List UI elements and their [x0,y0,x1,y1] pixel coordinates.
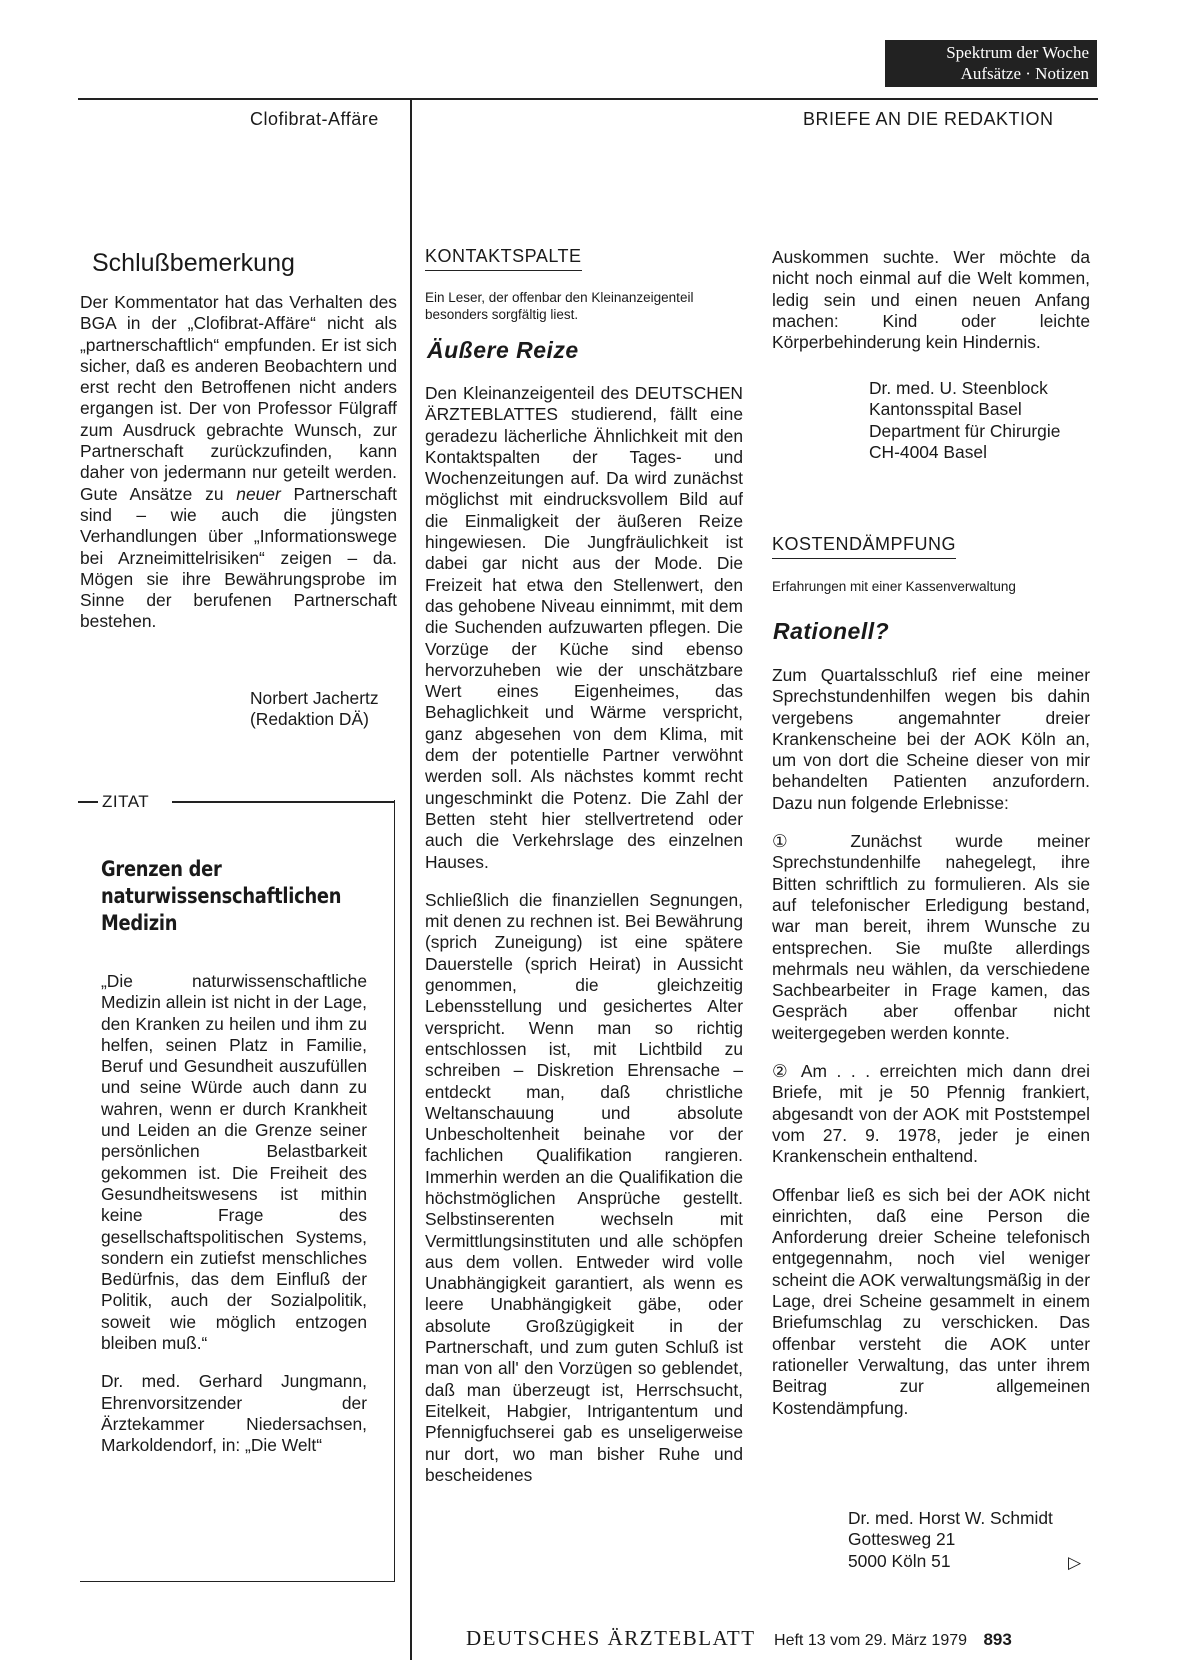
left-header-title: Clofibrat-Affäre [250,109,379,129]
kosten-section-label: KOSTENDÄMPFUNG [772,533,956,559]
header-rule [78,98,1098,100]
publication-name: DEUTSCHES ÄRZTEBLATT [466,1626,756,1650]
kontakt-body [425,383,743,1486]
issue-info: Heft 13 vom 29. März 1979 [774,1632,968,1649]
signature-line: Dr. med. U. Steenblock [869,378,1048,398]
signature-line: Department für Chirurgie [869,420,1061,441]
kosten-title: Rationell? [773,618,890,644]
badge-line-2: Aufsätze · Notizen [960,64,1089,83]
zitat-title-line-3: Medizin [101,911,178,935]
kosten-paragraph-2: ① Zunächst wurde meiner Sprechstundenhilfe nahegelegt, ihre Bitten schriftlich zu formulieren. Als sie auf telefonischer Erledigung bestand, war man bereit, ihrem Wunsche zu entsprechen. Sie mußte allerdings mehrmals neu wählen, da verschiedene Sachbearbeiter in Frage kamen, das Gespräch aber offenbar nicht weitergegeben werden konnte. [772,831,1090,1043]
page-footer [466,1626,1012,1651]
badge-line-1: Spektrum der Woche [946,43,1089,62]
kosten-paragraph-3: ② Am . . . erreichten mich dann drei Briefe, mit je 50 Pfennig frankiert, abgesandt von der AOK mit Poststempel vom 27. 9. 1978, jeder je einen Krankenschein enthaltend. [772,1061,1090,1167]
kontakt-paragraph-2: Schließlich die finanziellen Segnungen, mit denen zu rechnen ist. Bei Bewährung (sprich Zuneigung) ist eine spätere Dauerstelle (sprich Heirat) in Aussicht genommen, die gleichzeitig Lebensstellung und gesichertes Alter verspricht. Wenn man so richtig entschlossen ist, mit Lichtbild zu schreiben – Diskretion Ehrensache – entdeckt man, daß christliche Weltanschauung und absolute Unbescholtenheit beinahe vor der fachlichen Qualifikation rangieren. Immerhin werden an die Qualifikation die höchstmöglichen Ansprüche gestellt. Selbstinserenten wechseln mit Vermittlungsinstituten und alle schöpfen aus dem vollen. Entweder wird volle Unabhängigkeit garantiert, als wenn es leere Unabhängigkeit gäbe, oder absolute Großzügigkeit in der Partnerschaft, und zum guten Schluß ist man von all' den Vorzügen so geblendet, daß man überzeugt ist, Herrschsucht, Eitelkeit, Habgier, Intrigantentum und Pfennigfuchserei gab es unseligerweise nur dort, wo man bisher Ruhe und bescheidenes [425,889,743,1485]
kontakt-title: Äußere Reize [427,337,579,363]
kosten-paragraph-1: Zum Quartalsschluß rief eine meiner Sprechstundenhilfen wegen bis dahin vergebens angemahnter dreier Krankenscheine bei der AOK Köln an, um von dort die Scheine dieser von mir behandelten Patienten anzufordern. Dazu nun folgende Erlebnisse: [772,665,1090,813]
kosten-signature [848,1508,1053,1572]
right-header-title: BRIEFE AN DIE REDAKTION [803,109,1054,129]
author-name: Norbert Jachertz [250,688,379,708]
article-emphasis: neuer [236,483,281,504]
zitat-title-line-1: Grenzen der [101,857,222,881]
article-text: Der Kommentator hat das Verhalten des BGA in der „Clofibrat-Affäre“ nicht als „partnerschaftlich“ empfunden. Er ist sich sicher, daß es anderen Beobachtern und erst recht den Betroffenen nicht anders ergangen ist. Der von Professor Fülgraff zum Ausdruck gebrachte Wunsch, zur Partnerschaft zurückzufinden, kann daher von jedermann nur geteilt werden. Gute Ansätze zu [80,292,397,504]
author-note: (Redaktion DÄ) [250,709,369,730]
kosten-intro: Erfahrungen mit einer Kassenverwaltung [772,579,1016,594]
page-number: 893 [983,1630,1012,1649]
article-body [80,292,397,633]
zitat-title [101,856,341,937]
zitat-source: Dr. med. Gerhard Jungmann, Ehrenvorsitzender der Ärztekammer Niedersachsen, Markoldendorf, in: „Die Welt“ [101,1371,367,1456]
continue-arrow-icon: ▷ [1068,1553,1082,1572]
kontakt-paragraph-1: Den Kleinanzeigenteil des DEUTSCHEN ÄRZTEBLATTES studierend, fällt eine geradezu lächerliche Ähnlichkeit mit den Kontaktspalten der Tages- und Wochenzeitungen auf. Da wird zunächst möglichst mit eindrucksvollem Bild auf die Einmaligkeit der äußeren Reize hingewiesen. Die Jungfräulichkeit ist dabei gar nicht aus der Mode. Die Freizeit hat etwa den Stellenwert, den das gehobene Niveau einnimmt, mit dem die Suchenden aufzuwarten pflegen. Die Vorzüge der Küche sind ebenso hervorzuheben wie der unschätzbare Wert eines Eigenheimes, das Behaglichkeit und Wärme verspricht, ganz abgesehen von dem Klima, mit dem der potentielle Partner verwöhnt werden soll. Als nächstes kommt recht ungeschminkt die Potenz. Die Zahl der Betten steht hier stellvertretend oder auch die Verkehrslage des einzelnen Hauses. [425,383,743,872]
zitat-quote-text: „Die naturwissenschaftliche Medizin allein ist nicht in der Lage, den Kranken zu heilen und ihm zu helfen, seinen Platz in Familie, Beruf und Gesundheit auszufüllen und seine Würde auch dann zu wahren, wenn er durch Krankheit und Leiden an die Grenze seiner persönlichen Belastbarkeit gekommen ist. Die Freiheit des Gesundheitswesens ist mithin keine Frage des gesellschaftspolitischen Systems, sondern ein zutiefst menschliches Bedürfnis, das dem Einfluß der Politik, auch der Sozialpolitik, soweit wie möglich entzogen bleiben muß.“ [101,971,367,1354]
column-divider [410,98,412,1660]
article-signature [250,688,379,731]
zitat-rule-right [172,801,395,803]
article-text-rest: Partnerschaft sind – wie auch die jüngsten Verhandlungen über „Informationswege bei Arzneimittelrisiken“ zeigen – da. Mögen sie ihre Bewährungsprobe im Sinne der berufenen Partnerschaft bestehen. [80,483,397,632]
section-badge [885,40,1097,87]
zitat-label: ZITAT [102,792,150,811]
kontakt-signature [869,378,1060,463]
signature-line: Dr. med. Horst W. Schmidt [848,1508,1053,1528]
signature-line: 5000 Köln 51 [848,1550,951,1571]
signature-line: CH-4004 Basel [869,441,987,462]
kosten-paragraph-4: Offenbar ließ es sich bei der AOK nicht einrichten, daß eine Person die Anforderung dreier Scheine telefonisch entgegennahm, noch viel weniger scheint die AOK verwaltungsmäßig in der Lage, drei Scheine gesammelt in einem Briefumschlag zu verschicken. Das offenbar versteht die AOK unter rationeller Verwaltung, das unter ihrem Beitrag zur allgemeinen Kostendämpfung. [772,1184,1091,1418]
zitat-title-line-2: naturwissenschaftlichen [101,884,342,908]
kontakt-continuation [772,247,1090,353]
zitat-rule-left [78,801,98,803]
zitat-quote [101,971,367,1457]
signature-line: Kantonsspital Basel [869,399,1022,420]
kontakt-intro: Ein Leser, der offenbar den Kleinanzeigenteil besonders sorgfältig liest. [425,290,694,322]
kosten-body [772,665,1090,1419]
signature-line: Gottesweg 21 [848,1529,956,1550]
article-title: Schlußbemerkung [92,249,295,277]
kontakt-section-label: KONTAKTSPALTE [425,245,582,271]
kontakt-continuation-text: Auskommen suchte. Wer möchte da nicht noch einmal auf die Welt kommen, ledig sein und einen neuen Anfang machen: Kind oder leichte Körperbehinderung kein Hindernis. [772,247,1090,353]
